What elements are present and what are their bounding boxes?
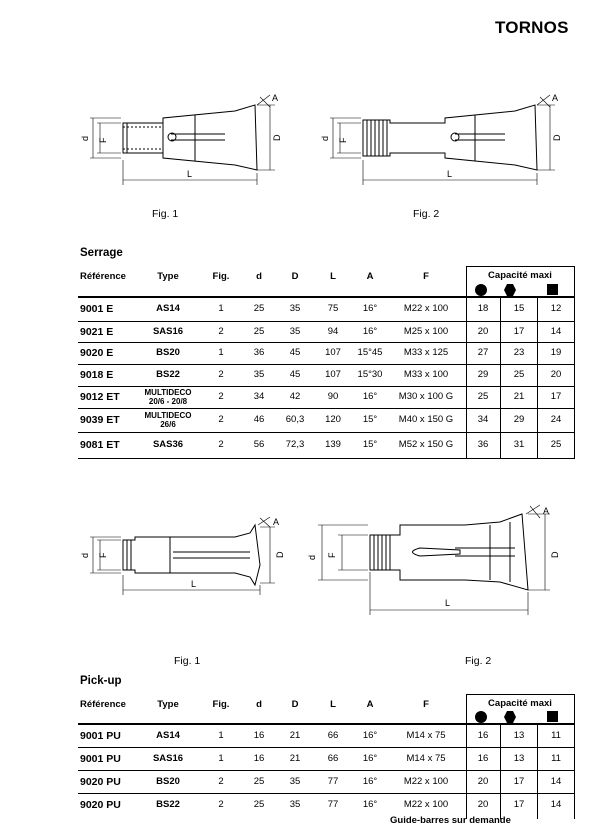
cell-c2: 13 [513,753,525,764]
cell-ref: 9018 E [80,369,114,381]
cell-D: 45 [289,369,301,380]
collet-drawing-fig2-bottom [300,500,575,620]
cell-ref: 9020 PU [80,776,121,788]
svg-text:d: d [80,552,90,558]
svg-text:D: D [275,551,285,558]
svg-text:A: A [552,93,559,103]
dim-F: F [98,137,108,143]
cell-type-line2: 26/6 [160,420,176,429]
cell-F: M22 x 100 [403,776,449,787]
cell-D: 72,3 [285,439,305,450]
cell-L: 139 [325,439,341,450]
cell-F: M14 x 75 [406,730,446,741]
cell-c1: 25 [477,391,489,402]
cell-c3: 20 [550,369,562,380]
cell-ref: 9020 E [80,347,114,359]
cell-c2: 17 [513,799,525,810]
cell-c2: 21 [513,391,525,402]
cell-F: M22 x 100 [403,303,449,314]
cell-c1: 20 [477,799,489,810]
cell-F: M40 x 150 G [398,414,454,425]
cell-d: 35 [253,369,265,380]
dim-A: A [272,93,279,103]
svg-text:D: D [552,134,562,141]
cell-L: 77 [327,799,339,810]
svg-text:L: L [447,169,453,179]
cell-D: 35 [289,776,301,787]
col-header-D-pu: D [291,699,299,710]
cell-fig: 1 [218,753,224,764]
cell-fig: 2 [218,326,224,337]
cell-D: 35 [289,799,301,810]
fig2-caption-top: Fig. 2 [413,208,440,220]
cell-d: 56 [253,439,265,450]
collet-drawing-fig1-top [75,85,300,195]
cell-c1: 16 [477,730,489,741]
collet-drawing-fig2-top [315,85,570,195]
cell-d: 34 [253,391,265,402]
cell-A: 16° [362,776,378,787]
col-header-capacity: Capacité maxi [488,270,552,281]
cell-ref: 9021 E [80,326,114,338]
cell-fig: 1 [218,730,224,741]
cell-D: 21 [289,753,301,764]
cell-A: 16° [362,326,378,337]
cell-c1: 18 [477,303,489,314]
col-header-reference: Référence [80,271,126,282]
cell-D: 45 [289,347,301,358]
cell-d: 36 [253,347,265,358]
cell-c2: 13 [513,730,525,741]
square-bar-icon [547,711,558,722]
fig1-caption-top: Fig. 1 [152,208,179,220]
hexagon-bar-icon [504,711,516,723]
cell-A: 16° [362,753,378,764]
hexagon-bar-icon [504,284,516,296]
cell-type: SAS36 [152,439,184,450]
cell-type: AS14 [156,730,180,741]
cell-D: 35 [289,326,301,337]
cell-L: 120 [325,414,341,425]
round-bar-icon [475,711,487,723]
cell-ref: 9001 PU [80,753,121,765]
cell-D: 42 [289,391,301,402]
footer-note: Guide-barres sur demande [390,815,511,825]
cell-fig: 1 [218,347,224,358]
cell-A: 16° [362,799,378,810]
cell-ref: 9081 ET [80,439,120,451]
cell-d: 25 [253,776,265,787]
cell-F: M25 x 100 [403,326,449,337]
fig1-caption-bottom: Fig. 1 [174,655,201,667]
cell-L: 94 [327,326,339,337]
cell-c3: 12 [550,303,562,314]
cell-c1: 27 [477,347,489,358]
cell-c2: 25 [513,369,525,380]
cell-ref: 9012 ET [80,391,120,403]
cell-type-line2: 20/6 - 20/8 [148,397,188,406]
cell-L: 77 [327,776,339,787]
cell-c1: 34 [477,414,489,425]
svg-text:d: d [307,554,317,560]
cell-c3: 14 [550,799,562,810]
col-header-type-pu: Type [157,699,179,710]
cell-c2: 17 [513,326,525,337]
cell-type: SAS16 [152,753,184,764]
cell-D: 35 [289,303,301,314]
svg-text:F: F [98,552,108,558]
cell-d: 25 [253,799,265,810]
square-bar-icon [547,284,558,295]
cell-c2: 17 [513,776,525,787]
cell-type-line1: MULTIDECO [144,388,192,397]
dim-L: L [187,169,193,179]
svg-text:F: F [327,552,337,558]
cell-F: M14 x 75 [406,753,446,764]
col-header-L-pu: L [330,699,336,710]
col-header-capacity-pu: Capacité maxi [488,698,552,709]
cell-type: BS22 [156,369,180,380]
brand-title: TORNOS [495,18,569,37]
cell-F: M52 x 150 G [398,439,454,450]
col-header-d-pu: d [256,699,262,710]
cell-F: M33 x 100 [403,369,449,380]
cell-F: M22 x 100 [403,799,449,810]
dim-d: d [80,135,90,141]
cell-ref: 9039 ET [80,414,120,426]
cell-A: 16° [362,303,378,314]
col-header-F-pu: F [423,699,429,710]
col-header-L: L [330,271,336,282]
cell-ref: 9020 PU [80,799,121,811]
cell-type: BS22 [156,799,180,810]
cell-L: 90 [327,391,339,402]
cell-c3: 25 [550,439,562,450]
cell-c2: 31 [513,439,525,450]
cell-L: 66 [327,753,339,764]
svg-text:A: A [273,517,280,527]
col-header-fig: Fig. [212,271,230,282]
cell-F: M30 x 100 G [398,391,454,402]
cell-fig: 1 [218,303,224,314]
cell-type: AS14 [156,303,180,314]
cell-ref: 9001 E [80,303,114,315]
cell-A: 16° [362,391,378,402]
cell-F: M33 x 125 [403,347,449,358]
cell-c3: 11 [551,730,561,741]
cell-type: SAS16 [152,326,184,337]
svg-text:F: F [338,137,348,143]
cell-c3: 19 [550,347,562,358]
section-title-pickup: Pick-up [80,675,122,687]
cell-c1: 16 [477,753,489,764]
cell-type: BS20 [156,776,180,787]
cell-type: BS20 [156,347,180,358]
cell-fig: 2 [218,799,224,810]
col-header-A: A [366,271,374,282]
round-bar-icon [475,284,487,296]
cell-d: 16 [253,753,265,764]
col-header-fig-pu: Fig. [212,699,230,710]
cell-L: 66 [327,730,339,741]
cell-c3: 24 [550,414,562,425]
cell-L: 107 [325,369,341,380]
cell-c1: 20 [477,326,489,337]
col-header-F: F [423,271,429,282]
cell-A: 15°30 [357,369,383,380]
cell-A: 15°45 [357,347,383,358]
cell-fig: 2 [218,776,224,787]
cell-c2: 15 [513,303,525,314]
cell-A: 16° [362,730,378,741]
col-header-A-pu: A [366,699,374,710]
cell-A: 15° [362,414,378,425]
cell-fig: 2 [218,369,224,380]
svg-text:L: L [445,598,451,608]
cell-c3: 17 [550,391,562,402]
cell-c3: 14 [550,326,562,337]
collet-drawing-fig1-bottom [75,515,300,615]
svg-text:D: D [550,551,560,558]
cell-type [145,388,192,406]
cell-c1: 36 [477,439,489,450]
cell-ref: 9001 PU [80,730,121,742]
cell-c3: 14 [550,776,562,787]
cell-d: 25 [253,326,265,337]
cell-type-line1: MULTIDECO [144,411,192,420]
fig2-caption-bottom: Fig. 2 [465,655,492,667]
cell-c1: 20 [477,776,489,787]
cell-A: 15° [362,439,378,450]
section-title-serrage: Serrage [80,247,123,259]
cell-c2: 23 [513,347,525,358]
cell-L: 75 [327,303,339,314]
cell-d: 25 [253,303,265,314]
dim-D: D [272,134,282,141]
cell-d: 46 [253,414,265,425]
svg-text:d: d [320,135,330,141]
col-header-D: D [291,271,299,282]
cell-c3: 11 [551,753,561,764]
col-header-type: Type [157,271,179,282]
cell-fig: 2 [218,439,224,450]
cell-D: 21 [289,730,301,741]
svg-text:L: L [191,579,197,589]
cell-D: 60,3 [285,414,305,425]
svg-text:A: A [543,506,550,516]
col-header-d: d [256,271,262,282]
cell-fig: 2 [218,414,224,425]
cell-c2: 29 [513,414,525,425]
cell-c1: 29 [477,369,489,380]
cell-type [145,411,192,429]
cell-fig: 2 [218,391,224,402]
col-header-reference-pu: Référence [80,699,126,710]
cell-d: 16 [253,730,265,741]
cell-L: 107 [325,347,341,358]
